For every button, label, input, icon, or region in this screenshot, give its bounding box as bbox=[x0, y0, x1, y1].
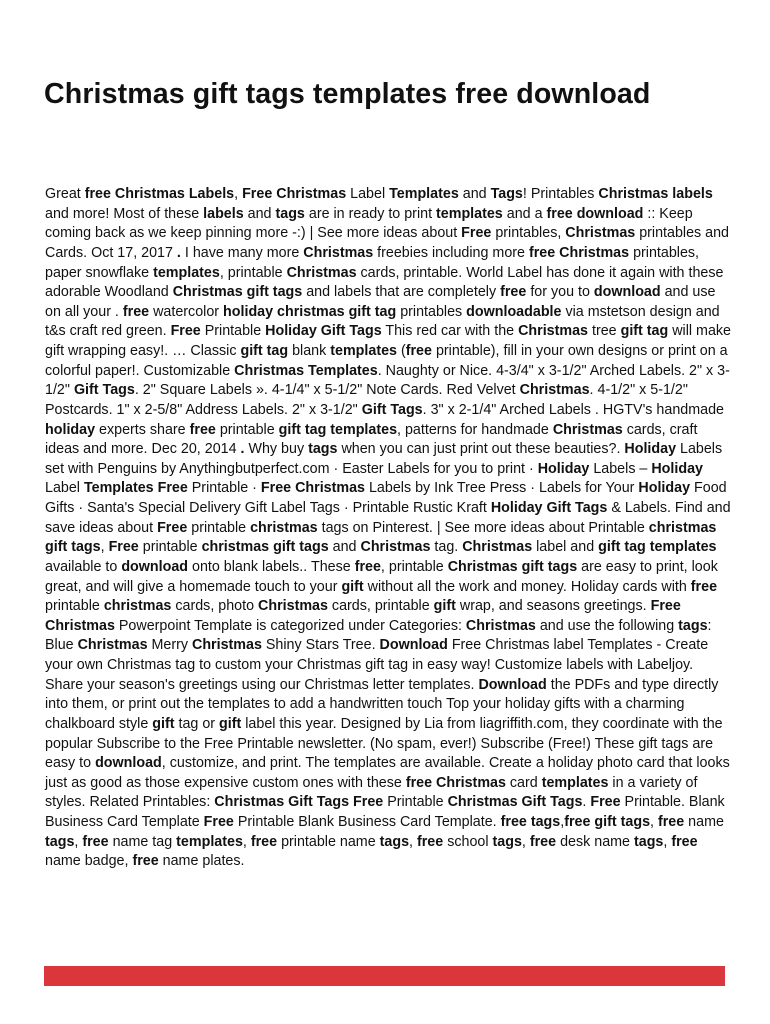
bold-text-segment: gift bbox=[219, 715, 242, 732]
bold-text-segment: Templates Free bbox=[83, 480, 188, 497]
text-segment: onto blank labels.. These bbox=[188, 558, 355, 575]
bold-text-segment: tags bbox=[678, 617, 708, 634]
text-segment: and a bbox=[502, 205, 547, 222]
bold-text-segment: . bbox=[176, 244, 181, 261]
text-segment: . 4-1/2" x 5-1/2" Postcards. 1" x 2-5/8" Address Labels. 2" x 3-1/2" bbox=[45, 382, 688, 418]
text-segment: and use the following bbox=[535, 617, 679, 634]
bold-text-segment: free bbox=[657, 814, 685, 830]
bold-text-segment: Christmas bbox=[552, 421, 623, 438]
bold-text-segment: Christmas bbox=[360, 539, 431, 556]
bold-text-segment: Gift Tags bbox=[361, 401, 423, 418]
bold-text-segment: Christmas bbox=[77, 637, 148, 654]
text-segment: name bbox=[684, 814, 724, 830]
bold-text-segment: download bbox=[121, 558, 189, 575]
bold-text-segment: templates bbox=[436, 205, 503, 222]
text-segment: without all the work and money. Holiday cards with bbox=[363, 578, 691, 595]
bold-text-segment: Gift Tags bbox=[73, 382, 135, 399]
text-segment: name badge, bbox=[45, 853, 133, 870]
bold-text-segment: free bbox=[416, 833, 444, 850]
text-segment: experts share bbox=[95, 421, 190, 438]
bold-text-segment: gift bbox=[433, 598, 456, 615]
text-segment: when you can just print out these beauties?. bbox=[337, 441, 625, 458]
bold-text-segment: free Christmas bbox=[405, 774, 506, 791]
bold-text-segment: download bbox=[95, 755, 162, 772]
text-segment: are in ready to print bbox=[304, 205, 437, 222]
bold-text-segment: free bbox=[405, 343, 432, 359]
text-segment: printable bbox=[138, 539, 202, 556]
bold-text-segment: Christmas bbox=[192, 637, 262, 654]
text-segment: :: Keep coming back as we keep pinning more -:) | See more ideas about bbox=[45, 205, 693, 242]
bold-text-segment: Free Christmas bbox=[242, 186, 347, 202]
bold-text-segment: Christmas gift tags bbox=[172, 284, 303, 301]
text-segment: printable), fill in your own designs or print on a colorful paper!. Customizable bbox=[45, 343, 728, 379]
bold-text-segment: templates bbox=[176, 833, 243, 850]
text-segment: the PDFs and type directly into them, or print out the templates to add a handwritten touch Top your holiday gifts with a charming chalkboard style bbox=[45, 676, 719, 732]
text-segment: and bbox=[328, 539, 361, 556]
body-paragraph bbox=[45, 185, 733, 872]
text-segment: Printable bbox=[383, 794, 448, 811]
bold-text-segment: Free bbox=[203, 814, 234, 830]
text-segment: and use on all your . bbox=[45, 284, 716, 320]
text-segment: ( bbox=[397, 343, 406, 359]
text-segment: , customize, and print. The templates are available. Create a holiday photo card that looks just as good as those expensive custom ones with these bbox=[45, 755, 730, 791]
bold-text-segment: Christmas Gift Tags bbox=[447, 794, 583, 811]
bold-text-segment: gift bbox=[341, 578, 364, 595]
text-segment: tag. bbox=[430, 539, 463, 556]
text-segment: I have many more bbox=[180, 244, 304, 261]
text-segment: and bbox=[458, 186, 491, 202]
text-segment: cards, craft ideas and more. Dec 20, 2014 bbox=[45, 421, 698, 458]
text-segment: via mstetson design and t&s craft red green. bbox=[45, 303, 720, 340]
bold-text-segment: tags bbox=[275, 205, 305, 222]
bold-text-segment: free tags bbox=[500, 814, 561, 830]
bold-text-segment: Free Christmas bbox=[45, 598, 681, 634]
text-segment: Merry bbox=[147, 637, 192, 654]
bold-text-segment: Christmas Gift Tags Free bbox=[214, 794, 384, 811]
bold-text-segment: gift tag bbox=[620, 323, 669, 340]
bold-text-segment: Holiday bbox=[638, 480, 691, 497]
page-title: Christmas gift tags templates free download bbox=[44, 78, 651, 110]
text-segment: & Labels. Find and save ideas about bbox=[45, 500, 731, 536]
bold-text-segment: free bbox=[132, 853, 159, 870]
text-segment: Labels by Ink Tree Press · Labels for Your bbox=[365, 480, 639, 497]
text-segment: watercolor bbox=[149, 303, 224, 320]
bold-text-segment: free bbox=[529, 833, 557, 850]
bold-text-segment: Christmas labels bbox=[598, 186, 713, 202]
text-segment: in a variety of styles. Related Printables: bbox=[45, 774, 698, 811]
text-segment: tree bbox=[588, 323, 621, 340]
bold-text-segment: tags bbox=[379, 833, 410, 850]
text-segment: available to bbox=[45, 558, 122, 575]
bold-text-segment: templates bbox=[330, 343, 397, 359]
bold-text-segment: Holiday bbox=[624, 441, 677, 458]
text-segment: , bbox=[234, 186, 243, 202]
text-segment: , bbox=[560, 814, 565, 830]
text-segment: tags on Pinterest. | See more ideas about Printable bbox=[317, 519, 649, 536]
bold-text-segment: Free Christmas bbox=[260, 480, 365, 497]
text-segment: blank bbox=[288, 343, 331, 359]
text-segment: , bbox=[650, 814, 658, 830]
bold-text-segment: Christmas bbox=[518, 323, 588, 340]
text-segment: , bbox=[242, 833, 251, 850]
bold-text-segment: Christmas bbox=[462, 539, 533, 556]
text-segment: Labels set with Penguins by Anythingbutperfect.com · Easter Labels for you to print · bbox=[45, 441, 723, 477]
text-segment: card bbox=[505, 774, 542, 791]
text-segment: , bbox=[663, 833, 672, 850]
text-segment: and labels that are completely bbox=[302, 284, 501, 301]
text-segment: Label bbox=[45, 480, 84, 497]
text-segment: . 3" x 2-1/4" Arched Labels . HGTV's handmade bbox=[422, 401, 724, 418]
text-segment: desk name bbox=[556, 833, 634, 850]
bold-text-segment: christmas gift tags bbox=[201, 539, 329, 556]
text-segment: Food Gifts · Santa's Special Delivery Gift Label Tags · Printable Rustic Kraft bbox=[45, 480, 727, 516]
bold-text-segment: gift tag templates bbox=[598, 539, 717, 556]
bold-text-segment: Holiday Gift Tags bbox=[265, 323, 382, 340]
bold-text-segment: Free bbox=[108, 539, 139, 556]
bold-text-segment: tags bbox=[492, 833, 522, 850]
text-segment: printable name bbox=[277, 833, 380, 850]
text-segment: printables and Cards. Oct 17, 2017 bbox=[45, 225, 730, 261]
text-segment: school bbox=[443, 833, 493, 850]
bold-text-segment: . bbox=[240, 441, 245, 458]
text-segment: , patterns for handmade bbox=[397, 421, 553, 438]
bold-text-segment: Free bbox=[170, 323, 201, 340]
bold-text-segment: free Christmas bbox=[528, 244, 630, 261]
text-segment: cards, printable bbox=[327, 598, 434, 615]
text-segment: : Blue bbox=[45, 617, 712, 654]
bold-text-segment: templates bbox=[541, 774, 609, 791]
text-segment: Printable bbox=[200, 323, 266, 340]
bold-text-segment: holiday bbox=[45, 421, 96, 438]
bold-text-segment: downloadable bbox=[466, 303, 562, 320]
text-segment: printables, paper snowflake bbox=[45, 244, 700, 281]
bold-text-segment: gift tag bbox=[240, 343, 289, 359]
text-segment: Printable. Blank Business Card Template bbox=[45, 794, 725, 830]
text-segment: ! Printables bbox=[522, 186, 599, 202]
bold-text-segment: christmas gift tags bbox=[45, 519, 717, 556]
bold-text-segment: christmas bbox=[103, 598, 172, 615]
text-segment: , printable bbox=[219, 264, 287, 281]
text-segment: Printable · bbox=[187, 480, 261, 497]
bold-text-segment: Free bbox=[590, 794, 621, 811]
bold-text-segment: christmas bbox=[250, 519, 318, 536]
bold-text-segment: Holiday Gift Tags bbox=[490, 500, 608, 516]
bold-text-segment: free Christmas Labels bbox=[84, 186, 235, 202]
bold-text-segment: gift bbox=[152, 715, 175, 732]
bold-text-segment: gift tag templates bbox=[278, 421, 398, 438]
bold-text-segment: free bbox=[354, 558, 381, 575]
bold-text-segment: free bbox=[500, 284, 527, 301]
bold-text-segment: free download bbox=[546, 205, 644, 222]
text-segment: printables, bbox=[491, 225, 566, 242]
bold-text-segment: Christmas bbox=[258, 598, 328, 615]
text-segment: name plates. bbox=[158, 853, 245, 870]
text-segment: Free Christmas label Templates - Create your own Christmas tag to custom your Christmas gift tag in easy way! Customize labels with Labeljoy. Share your season's greetings using our Christmas letter templates. bbox=[45, 637, 709, 693]
bold-text-segment: Christmas bbox=[519, 382, 590, 399]
text-segment: wrap, and seasons greetings. bbox=[455, 598, 651, 615]
text-segment: . bbox=[582, 794, 591, 811]
bold-text-segment: Download bbox=[379, 637, 448, 654]
text-segment: and more! Most of these bbox=[45, 205, 204, 222]
text-segment: . Naughty or Nice. 4-3/4" x 3-1/2" Arched Labels. 2" x 3-1/2" bbox=[45, 362, 730, 399]
bold-text-segment: Holiday bbox=[651, 460, 703, 477]
text-segment: , bbox=[100, 539, 109, 556]
text-segment: printables bbox=[396, 303, 467, 320]
text-segment: Why buy bbox=[244, 441, 309, 458]
text-segment: Shiny Stars Tree. bbox=[261, 637, 380, 654]
bold-text-segment: Christmas bbox=[565, 225, 636, 242]
bold-text-segment: free bbox=[690, 578, 718, 595]
bold-text-segment: download bbox=[593, 284, 661, 301]
bold-text-segment: Holiday bbox=[537, 460, 590, 477]
text-segment: tag or bbox=[174, 715, 220, 732]
bold-text-segment: free bbox=[671, 833, 698, 850]
footer-bar bbox=[44, 966, 725, 986]
bold-text-segment: Download bbox=[478, 676, 547, 693]
text-segment: , bbox=[521, 833, 530, 850]
text-segment: Labels – bbox=[589, 460, 652, 477]
text-segment: printable bbox=[45, 598, 104, 615]
text-segment: are easy to print, look great, and will give a homemade touch to your bbox=[45, 558, 718, 595]
text-segment: Powerpoint Template is categorized under Categories: bbox=[114, 617, 466, 634]
text-segment: name tag bbox=[108, 833, 177, 850]
text-segment: printable bbox=[215, 421, 279, 438]
bold-text-segment: Christmas Templates bbox=[234, 362, 378, 379]
bold-text-segment: free gift tags bbox=[564, 814, 651, 830]
bold-text-segment: free bbox=[82, 833, 109, 850]
bold-text-segment: Christmas bbox=[465, 617, 536, 634]
text-segment: . 2" Square Labels ». 4-1/4" x 5-1/2" Note Cards. Red Velvet bbox=[134, 382, 520, 399]
text-segment: printable bbox=[187, 519, 251, 536]
bold-text-segment: holiday christmas gift tag bbox=[223, 303, 397, 320]
text-segment: Label bbox=[346, 186, 390, 202]
bold-text-segment: Free bbox=[461, 225, 492, 242]
bold-text-segment: free bbox=[250, 833, 278, 850]
text-segment: , bbox=[74, 833, 83, 850]
bold-text-segment: tags bbox=[45, 833, 75, 850]
text-segment: This red car with the bbox=[381, 323, 519, 340]
text-segment: cards, printable. World Label has done it again with these adorable Woodland bbox=[45, 264, 724, 301]
bold-text-segment: tags bbox=[633, 833, 664, 850]
bold-text-segment: Christmas bbox=[303, 244, 374, 261]
bold-text-segment: free bbox=[122, 303, 150, 320]
bold-text-segment: Christmas bbox=[286, 264, 357, 281]
text-segment: , bbox=[409, 833, 417, 850]
text-segment: and bbox=[243, 205, 276, 222]
text-segment: , printable bbox=[380, 558, 448, 575]
bold-text-segment: free bbox=[189, 421, 216, 438]
bold-text-segment: labels bbox=[203, 205, 244, 222]
bold-text-segment: tags bbox=[308, 441, 338, 458]
bold-text-segment: templates bbox=[153, 264, 220, 281]
text-segment: Great bbox=[45, 186, 85, 202]
bold-text-segment: Tags bbox=[490, 186, 523, 202]
bold-text-segment: Templates bbox=[389, 186, 459, 202]
text-segment: will make gift wrapping easy!. … Classic bbox=[45, 323, 732, 359]
bold-text-segment: Free bbox=[157, 519, 188, 536]
text-segment: cards, photo bbox=[171, 598, 259, 615]
text-segment: Printable Blank Business Card Template. bbox=[233, 814, 501, 830]
text-segment: freebies including more bbox=[373, 244, 529, 261]
bold-text-segment: Christmas gift tags bbox=[447, 558, 578, 575]
text-segment: label and bbox=[532, 539, 599, 556]
text-segment: label this year. Designed by Lia from liagriffith.com, they coordinate with the popular Subscribe to the Free Printable newsletter. (No spam, ever!) Subscribe (Free!) These gift tags are easy to bbox=[45, 715, 723, 772]
text-segment: for you to bbox=[526, 284, 594, 301]
